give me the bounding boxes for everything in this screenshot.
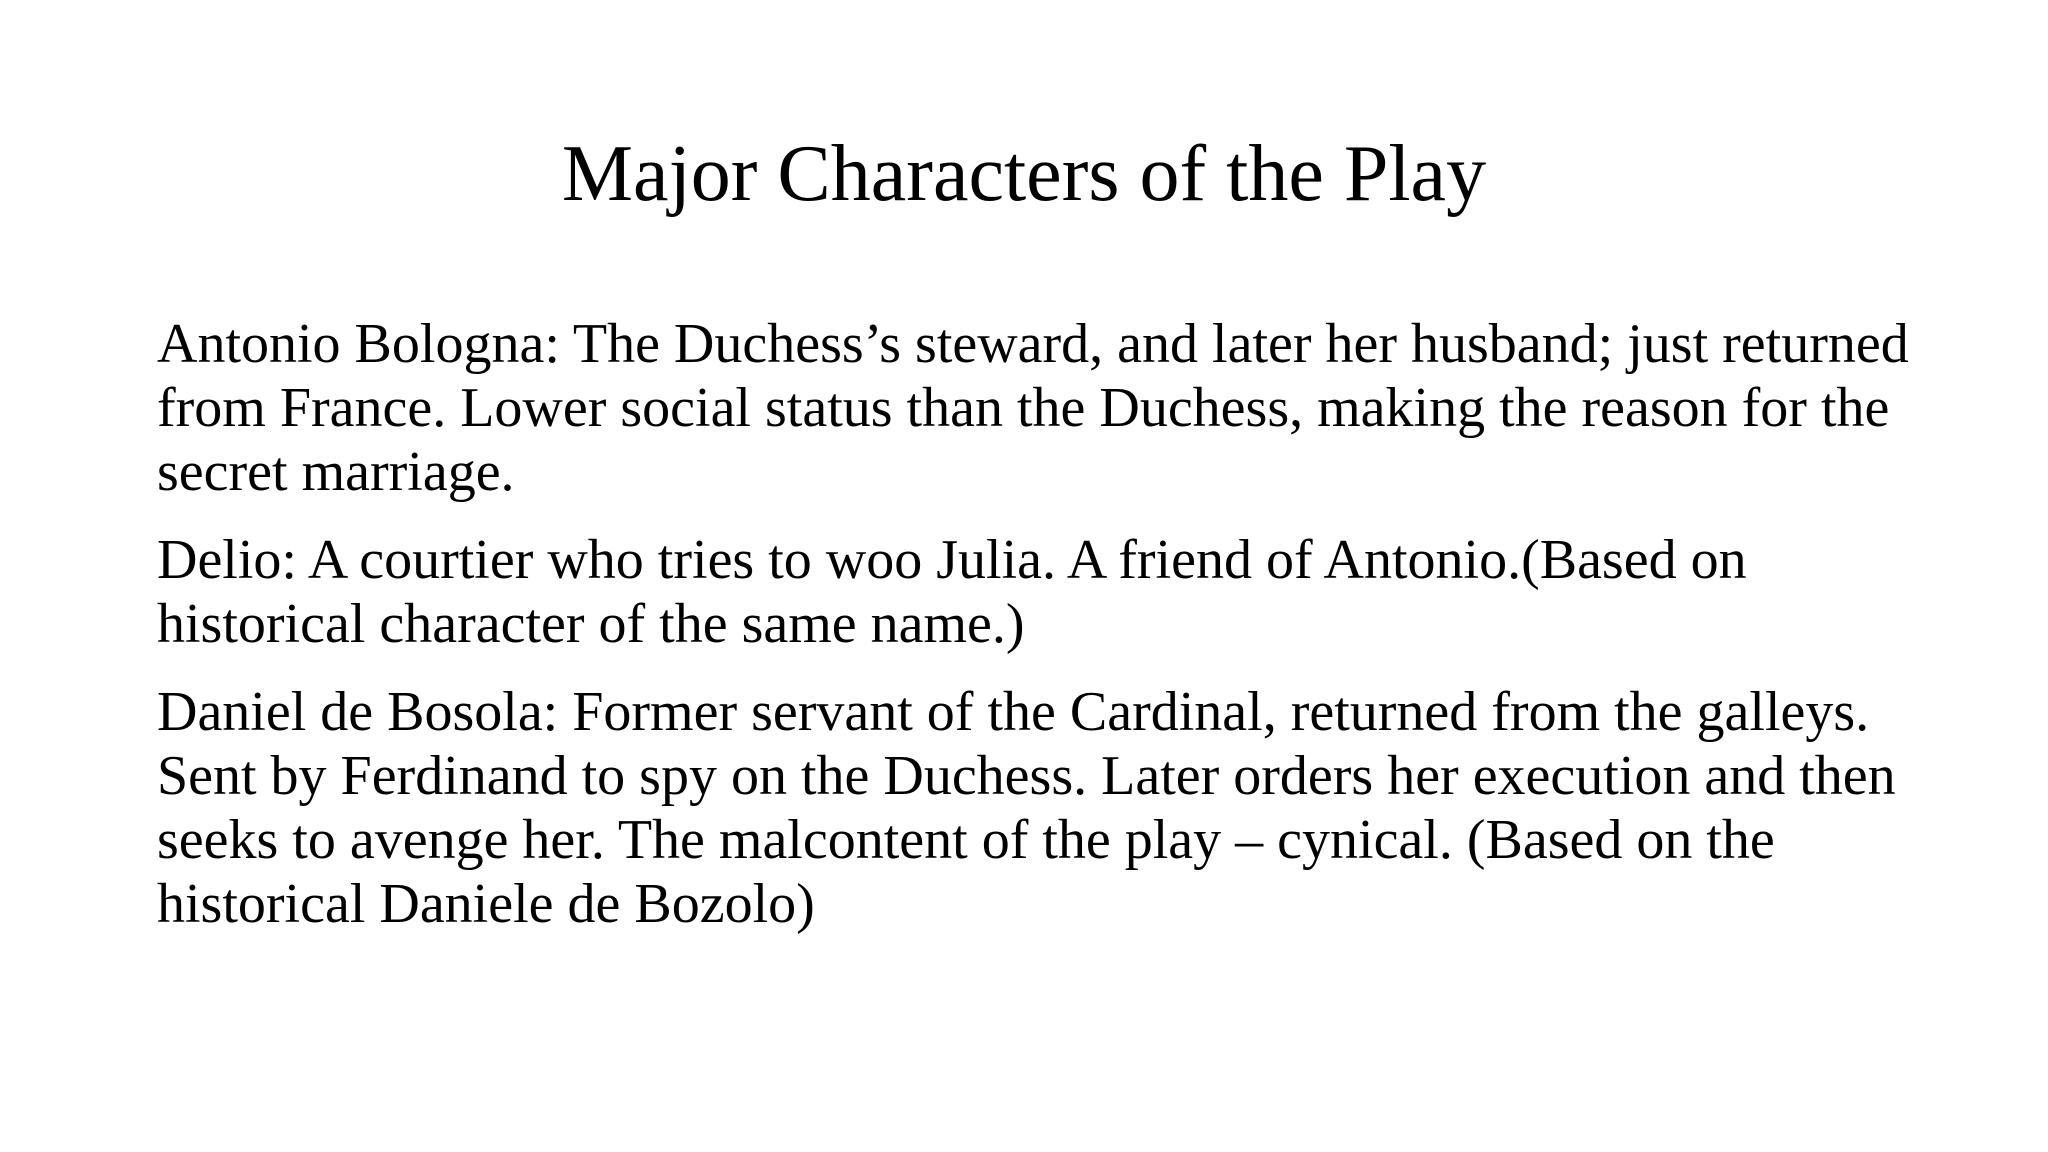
slide-title: Major Characters of the Play [561, 130, 1487, 218]
paragraph-bosola: Daniel de Bosola: Former servant of the Cardinal, returned from the galleys. Sent by Ferdinand to spy on the Duchess. Later orders her execution and then seeks to avenge her. The malcontent of the play – cynical. (Based on the historical Daniele de Bozolo) [157, 681, 1896, 935]
paragraph-antonio: Antonio Bologna: The Duchess’s steward, and later her husband; just returned from France. Lower social status than the Duchess, making the reason for the secret marriage. [157, 313, 1909, 503]
paragraph-delio: Delio: A courtier who tries to woo Julia. A friend of Antonio.(Based on historical character of the same name.) [157, 529, 1747, 655]
slide-body [157, 312, 1917, 960]
